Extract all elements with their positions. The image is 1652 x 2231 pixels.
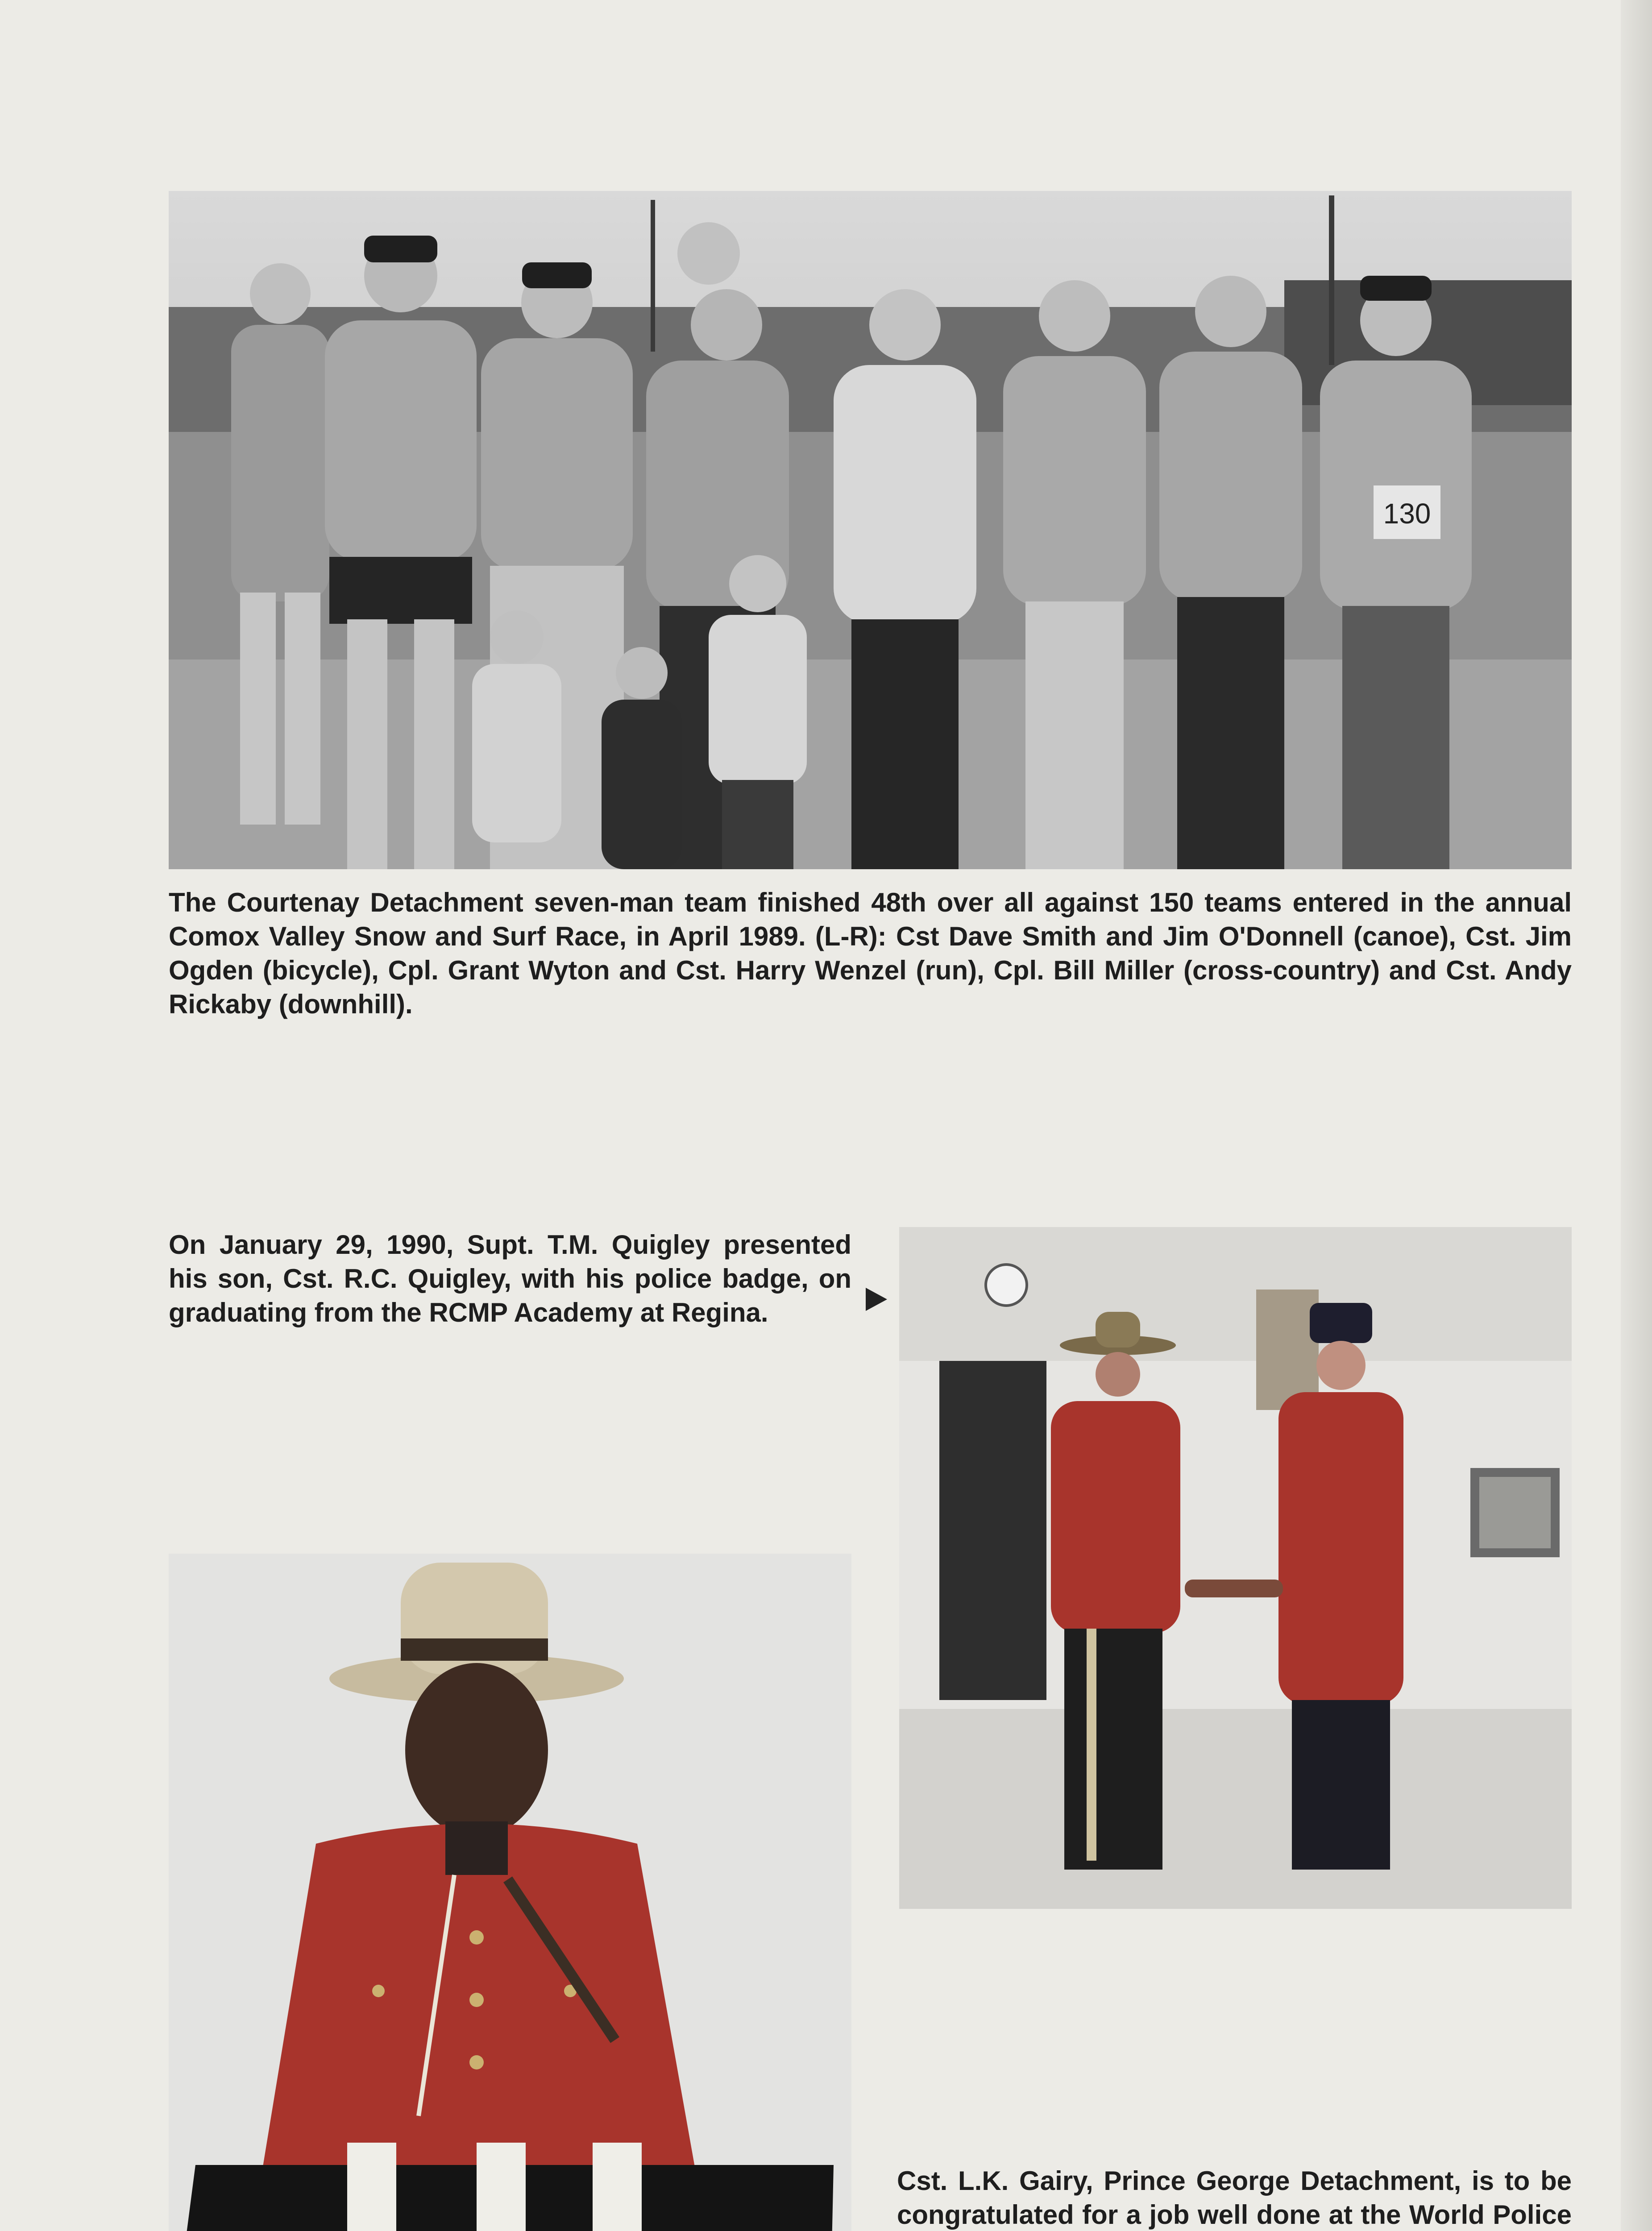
arrow-right-icon [866, 1288, 887, 1311]
bib-number: 130 [1383, 498, 1431, 530]
gairy-photo-caption: Cst. L.K. Gairy, Prince George Detachment, is to be congratulated for a job well done at the World Police [897, 2166, 1572, 2230]
team-photo [169, 191, 1572, 869]
badge-presentation-photo [899, 1227, 1572, 1909]
page-edge-shadow [1621, 0, 1652, 2231]
team-photo-caption: The Courtenay Detachment seven-man team finished 48th over all against 150 teams entered in the annual Comox Valley Snow and Surf Race, in April 1989. (L-R): Cst Dave Smith and Jim O'Donnell (canoe), Cst. Jim Ogden (bicycle), Cpl. Grant Wyton and Cst. Harry Wenzel (run), Cpl. Bill Miller (cross-country) and Cst. Andy Rickaby (downhill). [169, 887, 1572, 1019]
gairy-portrait-photo [169, 1554, 851, 2231]
badge-photo-caption: On January 29, 1990, Supt. T.M. Quigley presented his son, Cst. R.C. Quigley, with his police badge, on graduating from the RCMP Academy at Regina. [169, 1230, 851, 1327]
